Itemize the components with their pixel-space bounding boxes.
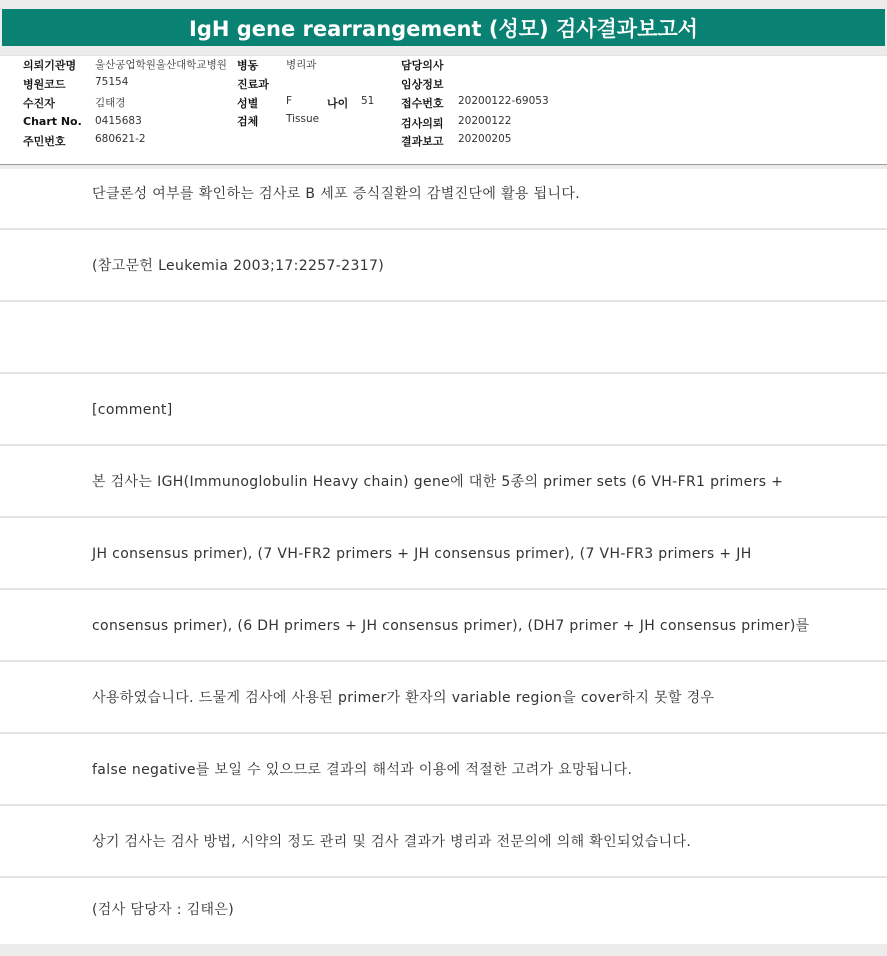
report-line-text: JH consensus primer), (7 VH-FR2 primers + JH consensus primer), (7 VH-FR3 primers + JH: [92, 546, 752, 562]
report-date-label: 결과보고: [401, 135, 444, 148]
report-line: [0, 520, 887, 590]
ward-value: 병리과: [286, 59, 317, 71]
request-date-label: 검사의뢰: [401, 117, 444, 130]
report-line-text: 상기 검사는 검사 방법, 시약의 정도 관리 및 검사 결과가 병리과 전문의에 의해 확인되었습니다.: [92, 834, 692, 850]
examinee-label: 수진자: [23, 97, 55, 110]
examinee-value: 김태경: [95, 97, 126, 109]
sex-label: 성별: [237, 97, 259, 110]
report-line-text: false negative를 보일 수 있으므로 결과의 해석과 이용에 적절한 고려가 요망됩니다.: [92, 762, 633, 778]
age-value: 51: [361, 95, 375, 107]
report-line: [0, 592, 887, 662]
report-line-text: consensus primer), (6 DH primers + JH consensus primer), (DH7 primer + JH consensus primer)를: [92, 618, 810, 634]
report-line: [0, 376, 887, 446]
chart-no-value: 0415683: [95, 115, 142, 127]
institution-value: 울산공업학원울산대학교병원: [95, 59, 227, 71]
report-line: [0, 736, 887, 806]
report-line: [0, 808, 887, 878]
request-date-value: 20200122: [458, 115, 512, 127]
department-label: 진료과: [237, 78, 269, 91]
specimen-label: 검체: [237, 115, 259, 128]
report-line-text: [comment]: [92, 402, 173, 418]
report-line: [0, 448, 887, 518]
report-title: IgH gene rearrangement (성모) 검사결과보고서: [2, 9, 885, 46]
age-label: 나이: [327, 97, 349, 110]
report-line: [0, 304, 887, 374]
specimen-value: Tissue: [286, 113, 320, 125]
report-line-text: (참고문헌 Leukemia 2003;17:2257-2317): [92, 258, 385, 274]
hospital-code-value: 75154: [95, 76, 129, 88]
patient-info-panel: [0, 56, 887, 165]
report-line-text: 사용하였습니다. 드물게 검사에 사용된 primer가 환자의 variable region을 cover하지 못할 경우: [92, 690, 715, 706]
attending-label: 담당의사: [401, 59, 444, 72]
hospital-code-label: 병원코드: [23, 78, 66, 91]
resident-no-label: 주민번호: [23, 135, 66, 148]
resident-no-value: 680621-2: [95, 133, 146, 145]
title-bar: [0, 0, 887, 56]
report-line: [0, 664, 887, 734]
receipt-no-label: 접수번호: [401, 97, 444, 110]
report-line-text: 단클론성 여부를 확인하는 검사로 B 세포 증식질환의 감별진단에 활용 됩니다.: [92, 186, 581, 202]
receipt-no-value: 20200122-69053: [458, 95, 549, 107]
chart-no-label: Chart No.: [23, 115, 82, 128]
bottom-strip: [0, 944, 887, 956]
report-date-value: 20200205: [458, 133, 512, 145]
ward-label: 병동: [237, 59, 259, 72]
institution-label: 의뢰기관명: [23, 59, 77, 72]
report-line: [0, 160, 887, 230]
sex-value: F: [286, 95, 293, 107]
report-line: [0, 876, 887, 946]
report-line: [0, 232, 887, 302]
report-line-text: 본 검사는 IGH(Immunoglobulin Heavy chain) gene에 대한 5종의 primer sets (6 VH-FR1 primers +: [92, 474, 784, 490]
report-line-text: (검사 담당자 : 김태은): [92, 902, 235, 918]
clinical-info-label: 임상정보: [401, 78, 444, 91]
